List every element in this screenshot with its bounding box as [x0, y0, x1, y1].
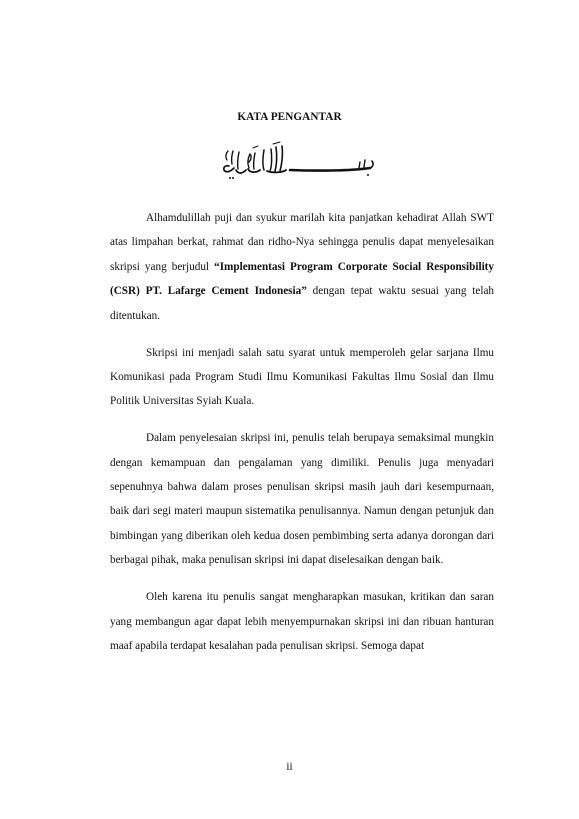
paragraph-1: [110, 206, 494, 328]
page-title: KATA PENGANTAR: [237, 111, 342, 123]
paragraph-4: Oleh karena itu penulis sangat mengharapkan masukan, kritikan dan saran yang membangun agar dapat lebih menyempurnakan skripsi ini dan ribuan hanturan maaf apabila terdapat kesalahan pada penulisan skripsi. Semoga dapat: [110, 591, 494, 652]
paragraph-1-text: Alhamdulillah puji dan syukur marilah kita panjatkan kehadirat Allah SWT atas limpahan berkat, rahmat dan ridho-Nya sehingga penulis dapat menyelesaikan skripsi yang berjudul: [110, 212, 494, 273]
paragraph-3: Dalam penyelesaian skripsi ini, penulis telah berupaya semaksimal mungkin dengan kemampuan dan pengalaman yang dimiliki. Penulis juga menyadari sepenuhnya bahwa dalam proses penulisan skripsi masih jauh dari kesempurnaan, baik dari segi materi maupun sistematika penulisannya. Namun dengan petunjuk dan bimbingan yang diberikan oleh kedua dosen pembimbing serta adanya dorongan dari berbagai pihak, maka penulisan skripsi ini dapat diselesaikan dengan baik.: [110, 432, 494, 567]
thesis-title: “Implementasi Program Corporate Social Responsibility (CSR) PT. Lafarge Cement Indonesia”: [110, 260, 494, 298]
body-text: [110, 206, 494, 671]
paragraph-2: Skripsi ini menjadi salah satu syarat untuk memperoleh gelar sarjana Ilmu Komunikasi pada Program Studi Ilmu Komunikasi Fakultas Ilmu Sosial dan Ilmu Politik Universitas Syiah Kuala.: [110, 346, 494, 408]
page-number: ii: [286, 761, 293, 773]
paragraph-1-end: dengan tepat waktu sesuai yang telah ditentukan.: [110, 285, 494, 322]
basmalah-calligraphy: [220, 140, 380, 182]
